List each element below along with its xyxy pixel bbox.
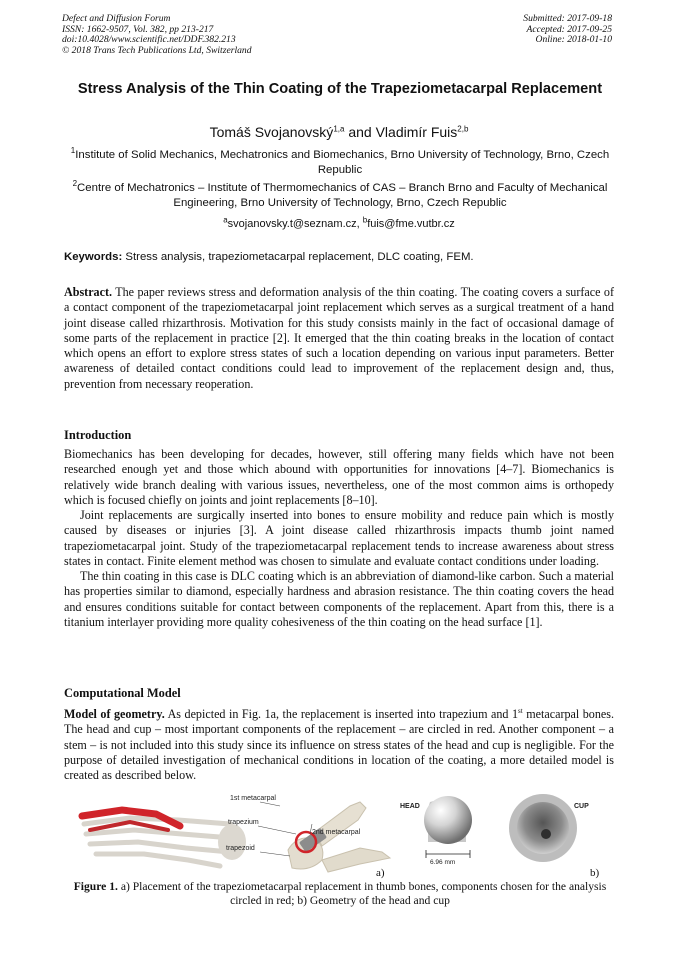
author-2: Vladimír Fuis: [375, 124, 458, 140]
abstract-text: The paper reviews stress and deformation analysis of the thin coating. The coating covers a surface of a contact component of the trapeziometacarpal joint replacement which serves as a surgical treatment of a hand joint disease called rhizarthrosis. Motivation for this study consists mainly in the fact of occasional damage of some parts of the replacement in practice [2]. It emerged that the thin coating breaks in the location of contact which opens an effort to explore stress states of such a location depending on various input parameters. Better awareness of detailed contact conditions could lead to improvement of the replacement design and, thus, prevention from necessary reoperation.: [64, 285, 614, 391]
email-line: [0, 215, 678, 230]
introduction-body: [64, 447, 614, 630]
caption-label: Figure 1.: [73, 880, 118, 893]
affiliation-1-text: Institute of Solid Mechanics, Mechatronics and Biomechanics, Brno University of Technology, Brno, Czech Republic: [75, 149, 610, 176]
caption-text: a) Placement of the trapeziometacarpal replacement in thumb bones, components chosen for the analysis circled in red; b) Geometry of the head and cup: [117, 880, 607, 907]
paper-title: Stress Analysis of the Thin Coating of the Trapeziometacarpal Replacement: [77, 81, 603, 97]
affiliation-2-text: Centre of Mechatronics – Institute of Thermomechanics of CAS – Branch Brno and Faculty of Mechanical Engineering, Brno University of Technology, Brno, Czech Republic: [77, 182, 608, 209]
email-a-marker: a: [223, 215, 228, 225]
computational-model-heading: Computational Model: [64, 686, 181, 700]
accepted-date: Accepted: 2017-09-25: [526, 23, 612, 35]
head-sphere: [424, 796, 472, 844]
journal-name: Defect and Diffusion Forum: [62, 13, 171, 24]
figure-1-graphic: [60, 790, 620, 882]
label-1st-metacarpal: 1st metacarpal: [230, 795, 276, 802]
label-dimension: 6.96 mm: [430, 859, 456, 866]
label-head: HEAD: [400, 803, 420, 810]
figure-1-caption: [70, 880, 610, 908]
label-trapezium: trapezium: [228, 819, 259, 826]
doi-line: doi:10.4028/www.scientific.net/DDF.382.213: [62, 34, 236, 46]
submission-dates: [523, 14, 612, 46]
issn-line: ISSN: 1662-9507, Vol. 382, pp 213-217: [62, 23, 214, 35]
intro-paragraph-3: The thin coating in this case is DLC coating which is an abbreviation of diamond-like carbon. Such a material has properties similar to diamond, especially hardness and abrasion resistance. The thin coating covers the head and ensures conditions suitable for contact between components of the replacement. Apart from this, there is a titanium interlayer providing more quality cohesiveness of the thin coating on the head surface [1].: [64, 569, 614, 629]
head-and-cup-model: [400, 794, 600, 879]
model-geometry-label: Model of geometry.: [64, 707, 165, 721]
keywords: [64, 251, 616, 263]
model-text-sup: st: [518, 706, 523, 715]
hand-skeleton: [82, 810, 246, 866]
thumb-joint-model: [226, 795, 390, 879]
abstract: [64, 285, 614, 392]
model-text-b: metacarpal bones. The head and cup – most important components of the replacement – are circled in red. Another component – a stem – is not included into this study since its influence on stress states of the head and cup is negligible. For the purpose of detailed investigation of mechanical conditions in location of the coating, a more detailed model is created as described below.: [64, 707, 614, 782]
label-fig-a: a): [376, 867, 385, 879]
author-line: [0, 124, 678, 140]
affiliation-1: [70, 148, 610, 178]
author-2-affil: 2,b: [457, 124, 469, 134]
keywords-text: Stress analysis, trapeziometacarpal replacement, DLC coating, FEM.: [122, 251, 474, 263]
email-b: fuis@fme.vutbr.cz: [367, 218, 455, 230]
intro-paragraph-2: Joint replacements are surgically inserted into bones to ensure mobility and reduce pain which is mostly caused by diseases or injuries [3]. A joint disease called rhizarthrosis impacts thumb joint named trapeziometacarpal joint. Study of the trapeziometacarpal replacement tends to increase awareness about stress states in contact. Finite element method was chosen to simulate and evaluate contact conditions under loading.: [64, 508, 614, 568]
label-fig-b: b): [590, 867, 600, 879]
computational-model-body: [64, 707, 614, 783]
affiliation-2-marker: 2: [72, 179, 78, 189]
introduction-heading: Introduction: [64, 428, 132, 442]
submitted-date: Submitted: 2017-09-18: [523, 13, 612, 24]
intro-paragraph-1: Biomechanics has been developing for decades, however, still offering many fields which have not been researched enough yet and those which abound with opportunities for innovations [4–7]. Biomechanics is relatively wide branch dealing with various issues, nevertheless, one of the most common aims is orthopedy which is focused chiefly on joints and joint replacements [8–10].: [64, 447, 614, 507]
author-1: Tomáš Svojanovský: [209, 124, 334, 140]
keywords-label: Keywords:: [64, 251, 123, 263]
abstract-label: Abstract.: [64, 285, 113, 299]
email-b-marker: b: [362, 215, 368, 225]
model-text-a: As depicted in Fig. 1a, the replacement is inserted into trapezium and 1: [164, 707, 519, 721]
copyright-line: © 2018 Trans Tech Publications Ltd, Switzerland: [62, 44, 252, 56]
author-1-affil: 1,a: [333, 124, 345, 134]
affiliation-1-marker: 1: [70, 146, 76, 156]
journal-info: [62, 14, 252, 56]
online-date: Online: 2018-01-10: [535, 34, 612, 46]
label-trapezoid: trapezoid: [226, 845, 255, 852]
figure-1: [60, 790, 620, 882]
email-a: svojanovsky.t@seznam.cz,: [227, 218, 363, 230]
label-cup: CUP: [574, 803, 589, 810]
affiliation-2: [70, 181, 610, 211]
author-and: and: [344, 124, 376, 140]
label-2nd-metacarpal: 2nd metacarpal: [312, 829, 361, 836]
